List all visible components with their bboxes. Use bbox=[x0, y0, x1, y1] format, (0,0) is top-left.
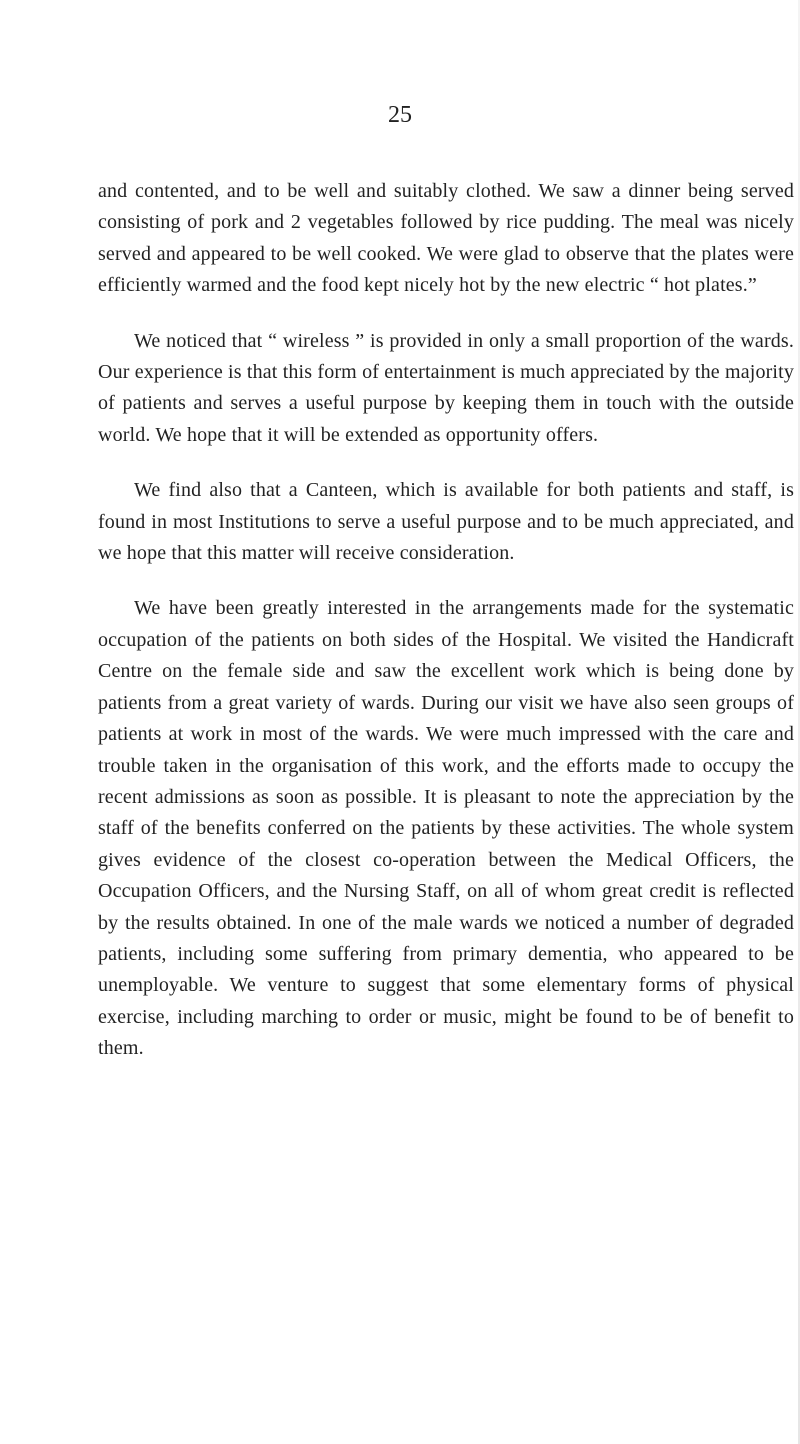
paragraph-wireless: We noticed that “ wireless ” is provided in only a small proportion of the wards. Our experience is that this form of entertainment is much appreciated by the majority of patients and serves a useful purpose by keeping them in touch with the outside world. We hope that it will be extended as opportunity offers. bbox=[98, 329, 794, 446]
paragraph-occupation: We have been greatly interested in the arrangements made for the systematic occupation of the patients on both sides of the Hospital. We visited the Handicraft Centre on the female side and saw the excellent work which is being done by patients from a great variety of wards. During our visit we have also seen groups of patients at work in most of the wards. We were much impressed with the care and trouble taken in the organisation of this work, and the efforts made to occupy the recent admissions as soon as possible. It is pleasant to note the appreciation by the staff of the benefits conferred on the patients by these activities. The whole system gives evidence of the closest co-operation between the Medical Officers, the Occupation Officers, and the Nursing Staff, on all of whom great credit is reflected by the results obtained. In one of the male wards we noticed a number of degraded patients, including some suffering from primary dementia, who appeared to be unemployable. We venture to suggest that some elementary forms of physical exercise, including marching to order or music, might be found to be of benefit to them. bbox=[98, 597, 794, 1060]
body-text bbox=[98, 176, 794, 1065]
paragraph-canteen: We find also that a Canteen, which is available for both patients and staff, is found in most Institutions to serve a useful purpose and to be much appreciated, and we hope that this matter will receive consideration. bbox=[98, 479, 794, 565]
page-number: 25 bbox=[388, 102, 412, 128]
paragraph-continuation: and contented, and to be well and suitably clothed. We saw a dinner being served consisting of pork and 2 vegetables followed by rice pudding. The meal was nicely served and appeared to be well cooked. We were glad to observe that the plates were efficiently warmed and the food kept nicely hot by the new electric “ hot plates.” bbox=[98, 180, 794, 297]
